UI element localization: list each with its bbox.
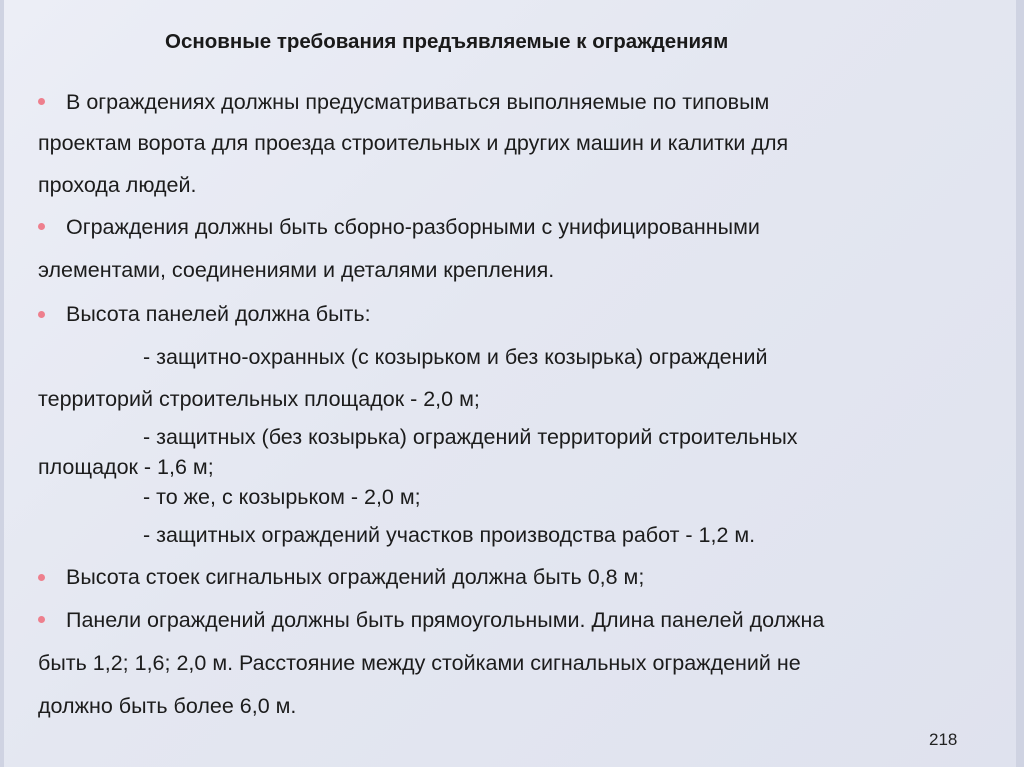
page-number: 218: [929, 730, 958, 749]
bullet-2-line-2: элементами, соединениями и деталями крепления.: [38, 258, 555, 282]
bullet-2-line-1: Ограждения должны быть сборно-разборными с унифицированными: [66, 215, 760, 239]
bullet-4-line-1: Высота стоек сигнальных ограждений должна быть 0,8 м;: [66, 565, 645, 589]
bullet-3-line-1: Высота панелей должна быть:: [66, 302, 371, 326]
bullet-1-line-3: прохода людей.: [38, 173, 197, 197]
bullet-dot-icon: [38, 311, 45, 318]
bullet-3-line-4: - защитных (без козырька) ограждений территорий строительных: [143, 425, 798, 449]
bullet-5-line-2: быть 1,2; 1,6; 2,0 м. Расстояние между стойками сигнальных ограждений не: [38, 651, 801, 675]
bullet-dot-icon: [38, 98, 45, 105]
bullet-3-line-6: - то же, с козырьком - 2,0 м;: [143, 485, 421, 509]
bullet-5-line-1: Панели ограждений должны быть прямоугольными. Длина панелей должна: [66, 608, 825, 632]
bullet-3-line-3: территорий строительных площадок - 2,0 м;: [38, 387, 480, 411]
bullet-5-line-3: должно быть более 6,0 м.: [38, 694, 297, 718]
slide-title: Основные требования предъявляемые к ограждениям: [165, 30, 729, 53]
bullet-1-line-1: В ограждениях должны предусматриваться выполняемые по типовым: [66, 90, 770, 114]
bullet-1-line-2: проектам ворота для проезда строительных и других машин и калитки для: [38, 131, 789, 155]
bullet-dot-icon: [38, 223, 45, 230]
bullet-3-line-7: - защитных ограждений участков производства работ - 1,2 м.: [143, 523, 756, 547]
right-edge-strip: [1016, 0, 1024, 767]
left-edge-strip: [0, 0, 4, 767]
bullet-dot-icon: [38, 616, 45, 623]
bullet-3-line-5: площадок - 1,6 м;: [38, 455, 214, 479]
bullet-dot-icon: [38, 574, 45, 581]
bullet-3-line-2: - защитно-охранных (с козырьком и без козырька) ограждений: [143, 345, 768, 369]
